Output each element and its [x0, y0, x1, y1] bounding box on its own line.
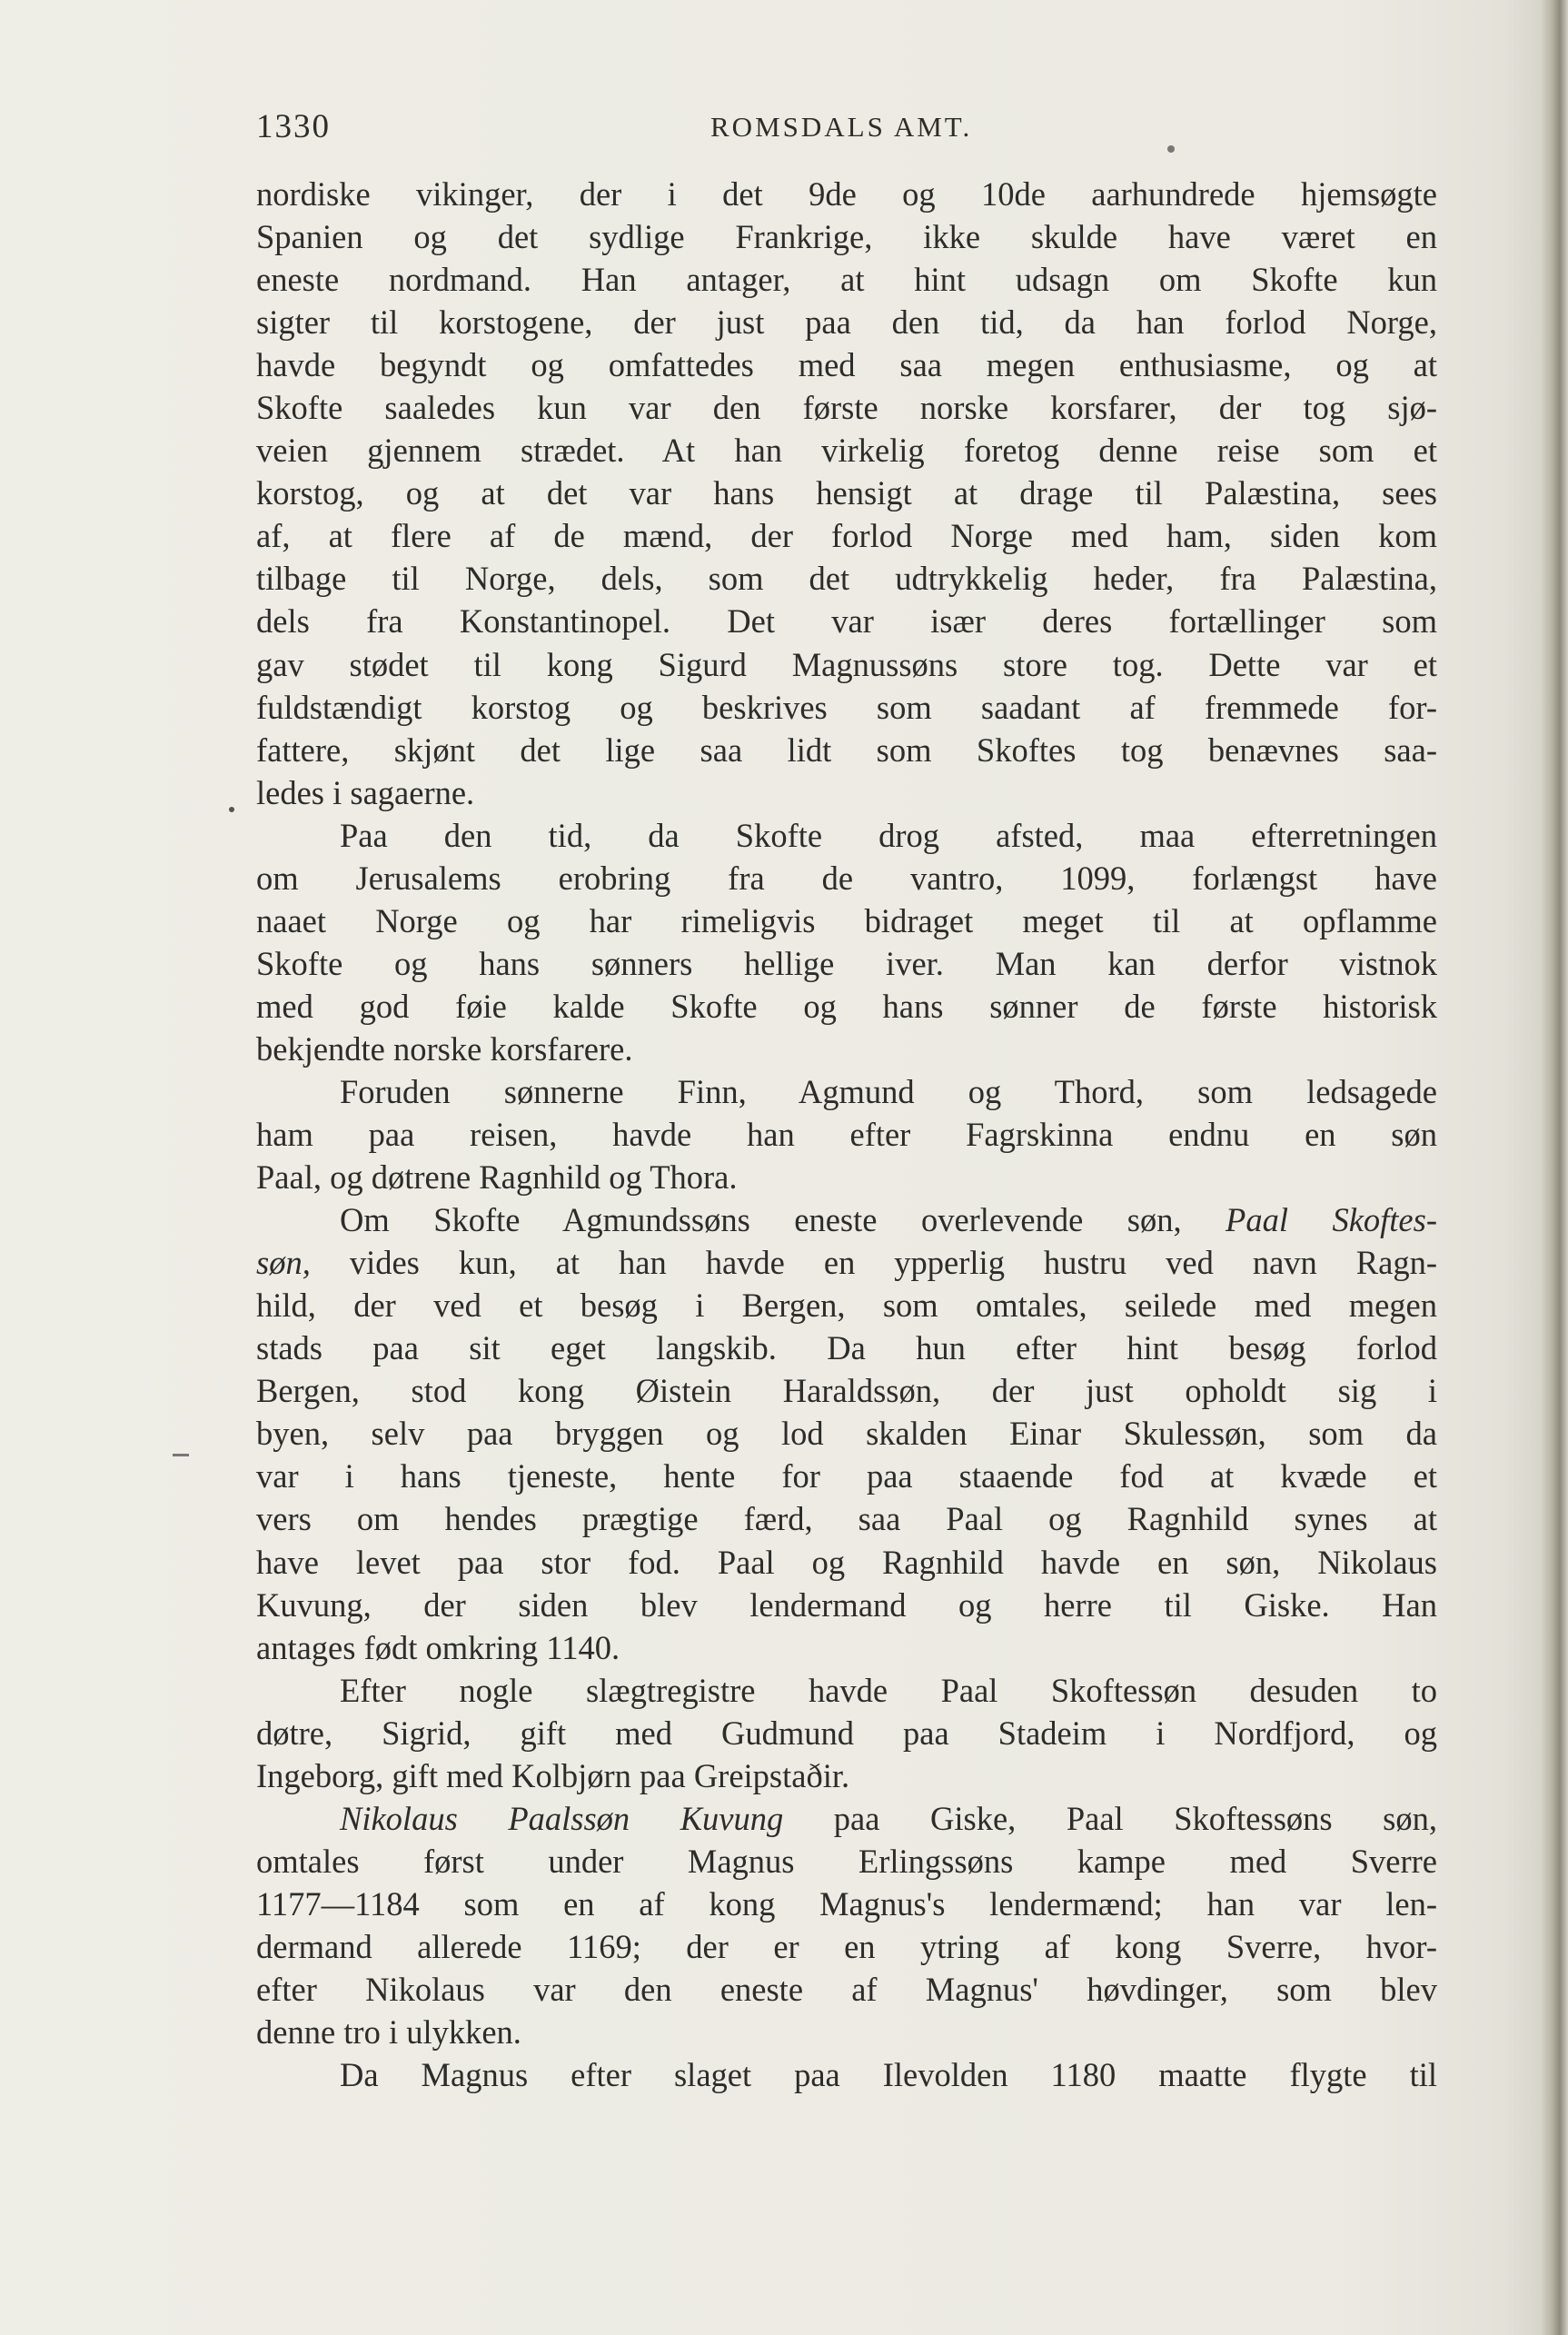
text-line: sigter til korstogene, der just paa den tid, da han forlod Norge, — [256, 303, 1437, 342]
text-line: korstog, og at det var hans hensigt at drage til Palæstina, sees — [256, 474, 1437, 512]
text-line: bekjendte norske korsfarere. — [256, 1029, 633, 1068]
text-line: ledes i sagaerne. — [256, 773, 475, 811]
text-line: Skofte og hans sønners hellige iver. Man kan derfor vistnok — [256, 944, 1437, 982]
italic-name: søn, — [256, 1244, 311, 1282]
text-line: Da Magnus efter slaget paa Ilevolden 1180 maatte flygte til — [340, 2056, 1437, 2094]
text-line: dels fra Konstantinopel. Det var især deres fortællinger som — [256, 602, 1437, 641]
margin-mark — [229, 807, 234, 812]
text-line: omtales først under Magnus Erlingssøns kampe med Sverre — [256, 1842, 1437, 1880]
text-line: Bergen, stod kong Øistein Haraldssøn, der just opholdt sig i — [256, 1372, 1437, 1410]
text-line: Efter nogle slægtregistre havde Paal Skoftessøn desuden to — [340, 1671, 1437, 1709]
text-line: 1177—1184 som en af kong Magnus's lendermænd; han var len- — [256, 1884, 1437, 1923]
margin-mark — [173, 1454, 189, 1456]
text-line: Kuvung, der siden blev lendermand og herre til Giske. Han — [256, 1585, 1437, 1624]
text-line: eneste nordmand. Han antager, at hint udsagn om Skofte kun — [256, 261, 1437, 299]
text-line: byen, selv paa bryggen og lod skalden Einar Skulessøn, som da — [256, 1415, 1437, 1453]
text-line — [256, 1198, 1437, 1241]
text-line: gav stødet til kong Sigurd Magnussøns store tog. Dette var et — [256, 645, 1437, 683]
text-run: paa Giske, Paal Skoftessøns søn, — [783, 1799, 1437, 1837]
text-line: ham paa reisen, havde han efter Fagrskinna endnu en søn — [256, 1116, 1437, 1154]
text-line: om Jerusalems erobring fra de vantro, 1099, forlængst have — [256, 859, 1437, 897]
page-number: 1330 — [256, 108, 331, 145]
text-line: Ingeborg, gift med Kolbjørn paa Greipstaðir. — [256, 1756, 850, 1794]
text-line: stads paa sit eget langskib. Da hun efter hint besøg forlod — [256, 1329, 1437, 1367]
text-line: antages født omkring 1140. — [256, 1628, 620, 1666]
italic-name: Paal Skoftes- — [1226, 1201, 1437, 1239]
text-line: Skofte saaledes kun var den første norske korsfarer, der tog sjø- — [256, 389, 1437, 427]
text-line: med god føie kalde Skofte og hans sønner de første historisk — [256, 987, 1437, 1025]
body-text — [256, 173, 1437, 2096]
book-binding-edge — [1541, 0, 1568, 2335]
running-head: ROMSDALS AMT. — [710, 111, 973, 143]
text-line: fuldstændigt korstog og beskrives som saadant af fremmede for- — [256, 688, 1437, 726]
text-line — [256, 1797, 1437, 1840]
text-line: naaet Norge og har rimeligvis bidraget meget til at opflamme — [256, 901, 1437, 939]
text-line: have levet paa stor fod. Paal og Ragnhild havde en søn, Nikolaus — [256, 1543, 1437, 1581]
text-line: dermand allerede 1169; der er en ytring af kong Sverre, hvor- — [256, 1927, 1437, 1965]
text-line: døtre, Sigrid, gift med Gudmund paa Stadeim i Nordfjord, og — [256, 1714, 1437, 1752]
text-line: Spanien og det sydlige Frankrige, ikke skulde have været en — [256, 218, 1437, 256]
text-line: var i hans tjeneste, hente for paa staaende fod at kvæde et — [256, 1457, 1437, 1495]
text-line: havde begyndt og omfattedes med saa megen enthusiasme, og at — [256, 346, 1437, 384]
text-line: Paa den tid, da Skofte drog afsted, maa efterretningen — [340, 816, 1437, 854]
text-line — [256, 1241, 1437, 1284]
print-speck — [1167, 145, 1175, 153]
page-header — [256, 107, 1437, 144]
text-line: Paal, og døtrene Ragnhild og Thora. — [256, 1158, 738, 1197]
text-line: hild, der ved et besøg i Bergen, som omtales, seilede med megen — [256, 1287, 1437, 1325]
text-run: Om Skofte Agmundssøns eneste overlevende søn, — [340, 1201, 1226, 1239]
text-line: efter Nikolaus var den eneste af Magnus' høvdinger, som blev — [256, 1970, 1437, 2008]
text-line: fattere, skjønt det lige saa lidt som Skoftes tog benævnes saa- — [256, 730, 1437, 769]
text-line: veien gjennem strædet. At han virkelig foretog denne reise som et — [256, 432, 1437, 470]
text-line: nordiske vikinger, der i det 9de og 10de aarhundrede hjemsøgte — [256, 175, 1437, 213]
text-line: tilbage til Norge, dels, som det udtrykkelig heder, fra Palæstina, — [256, 560, 1437, 598]
text-line: Foruden sønnerne Finn, Agmund og Thord, som ledsagede — [340, 1072, 1437, 1110]
text-line: vers om hendes prægtige færd, saa Paal og Ragnhild synes at — [256, 1500, 1437, 1538]
text-run: vides kun, at han havde en ypperlig hustru ved navn Ragn- — [310, 1244, 1437, 1282]
text-line: af, at flere af de mænd, der forlod Norge med ham, siden kom — [256, 517, 1437, 555]
italic-name: Nikolaus Paalssøn Kuvung — [340, 1799, 784, 1837]
text-line: denne tro i ulykken. — [256, 2013, 521, 2052]
